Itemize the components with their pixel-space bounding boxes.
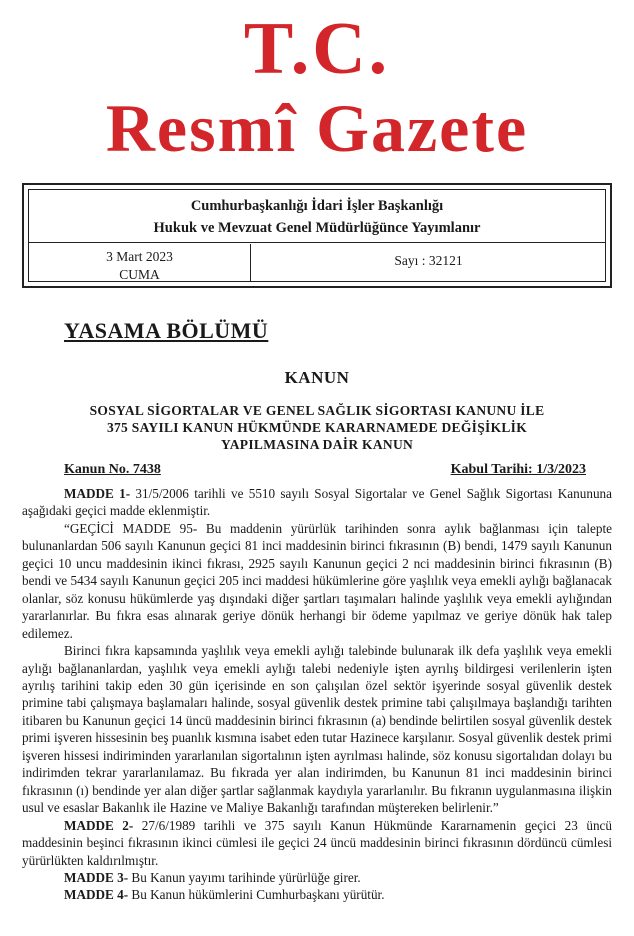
law-title xyxy=(40,402,594,453)
law-title-line-2: 375 SAYILI KANUN HÜKMÜNDE KARARNAMEDE DEĞİŞİKLİK xyxy=(106,420,528,435)
publisher-block xyxy=(29,190,605,243)
article-1-label: MADDE 1- xyxy=(64,486,131,501)
article-2-label: MADDE 2- xyxy=(64,817,134,833)
article-2-text: 27/6/1989 tarihli ve 375 sayılı Kanun Hükmünde Kararnamenin geçici 23 üncü maddesinin beşinci fıkrasının ikinci cümlesi ile geçici 24 üncü maddesinin birinci fıkrasının dördüncü cümlesi yürürlükten kaldırılmıştır. xyxy=(22,817,612,868)
law-title-line-3: YAPILMASINA DAİR KANUN xyxy=(220,437,414,452)
masthead-resmi-gazete: Resmî Gazete xyxy=(105,90,529,166)
law-body xyxy=(22,485,612,904)
article-2 xyxy=(22,817,612,869)
publication-header-box xyxy=(22,183,612,288)
date-block xyxy=(29,244,251,281)
issue-number: Sayı : 32121 xyxy=(394,253,463,268)
publication-weekday: CUMA xyxy=(119,267,160,282)
publisher-line-1: Cumhurbaşkanlığı İdari İşler Başkanlığı xyxy=(190,198,444,214)
law-title-line-1: SOSYAL SİGORTALAR VE GENEL SAĞLIK SİGORTASI KANUNU İLE xyxy=(89,403,545,418)
publication-header-inner xyxy=(28,189,606,282)
section-title: YASAMA BÖLÜMÜ xyxy=(64,318,269,343)
article-4-label: MADDE 4- xyxy=(64,887,129,903)
article-1-text: 31/5/2006 tarihli ve 5510 sayılı Sosyal Sigortalar ve Genel Sağlık Sigortası Kanununa aşağıdaki geçici madde eklenmiştir. xyxy=(22,486,612,519)
law-type: KANUN xyxy=(284,368,350,387)
acceptance-date: Kabul Tarihi: 1/3/2023 xyxy=(450,462,586,477)
article-1-paragraph-3: Birinci fıkra kapsamında yaşlılık veya emekli aylığı talebinde bulunarak ilk defa yaşlılık veya emekli aylığı bağlananlardan, yaşlılık veya emekli aylığı talebi nedeniyle işten ayrılış bildirgesi verilenlerin işten ayrılış tarihini takip eden 30 gün içerisinde en son çalışılan özel sektör işyerinde sosyal güvenlik destek primine tabi çalışmaya başlamaları halinde, sosyal güvenlik destek primine tabi çalışılmaya başlandığı tarihten itibaren bu Kanunun geçici 14 üncü maddesinin birinci fıkrasının (a) bendinde belirtilen sosyal güvenlik destek primi işveren hissesinin beş puanlık kısmına isabet eden tutar Hazinece karşılanır. Sosyal güvenlik destek primi işveren hissesi indiriminden yararlanılan sigortalının işten ayrılması halinde, söz konusu sigortalıdan dolayı bu indirimden tekrar yararlanılamaz. Bu fıkrada yer alan indirimden, bu Kanunun 81 inci maddesinin birinci fıkrasının (ı) bendinde yer alan diğer şartlar sağlanmak kaydıyla yararlanılır. Bu fıkranın uygulanmasına ilişkin usul ve esaslar Bakanlık ile Hazine ve Maliye Bakanlığı tarafından müştereken belirlenir.” xyxy=(22,643,612,816)
article-4 xyxy=(22,886,612,903)
article-1 xyxy=(22,485,612,520)
article-4-text: Bu Kanun hükümlerini Cumhurbaşkanı yürütür. xyxy=(128,887,385,903)
article-3 xyxy=(22,869,612,886)
article-3-label: MADDE 3- xyxy=(64,869,129,885)
article-1-paragraph-2: “GEÇİCİ MADDE 95- Bu maddenin yürürlük tarihinden sonra aylık bağlanması için talepte bulunanlardan 506 sayılı Kanunun geçici 81 inci maddesinin birinci fıkrasının (B) bendi, 1479 sayılı Kanunun geçici 10 uncu maddesinin ikinci fıkrası, 2925 sayılı Kanunun geçici 2 nci maddesinin birinci fıkrasının (B) bendi ve 5434 sayılı Kanunun geçici 205 inci maddesi hükümlerine göre yaşlılık veya emekli aylığı bağlanacak olanlar, söz konusu hükümlerde yaş dışındaki diğer şartları taşımaları halinde yaşlılık veya emekli aylığından yararlanırlar. Bu fıkra esas alınarak geriye dönük herhangi bir ödeme yapılmaz ve geriye dönük hak talep edilemez. xyxy=(22,520,612,641)
publication-date: 3 Mart 2023 xyxy=(106,249,173,264)
publisher-line-2: Hukuk ve Mevzuat Genel Müdürlüğünce Yayımlanır xyxy=(153,220,481,236)
masthead-tc: T.C. xyxy=(243,8,391,90)
article-3-text: Bu Kanun yayımı tarihinde yürürlüğe girer. xyxy=(128,869,361,885)
law-number: Kanun No. 7438 xyxy=(64,462,161,477)
